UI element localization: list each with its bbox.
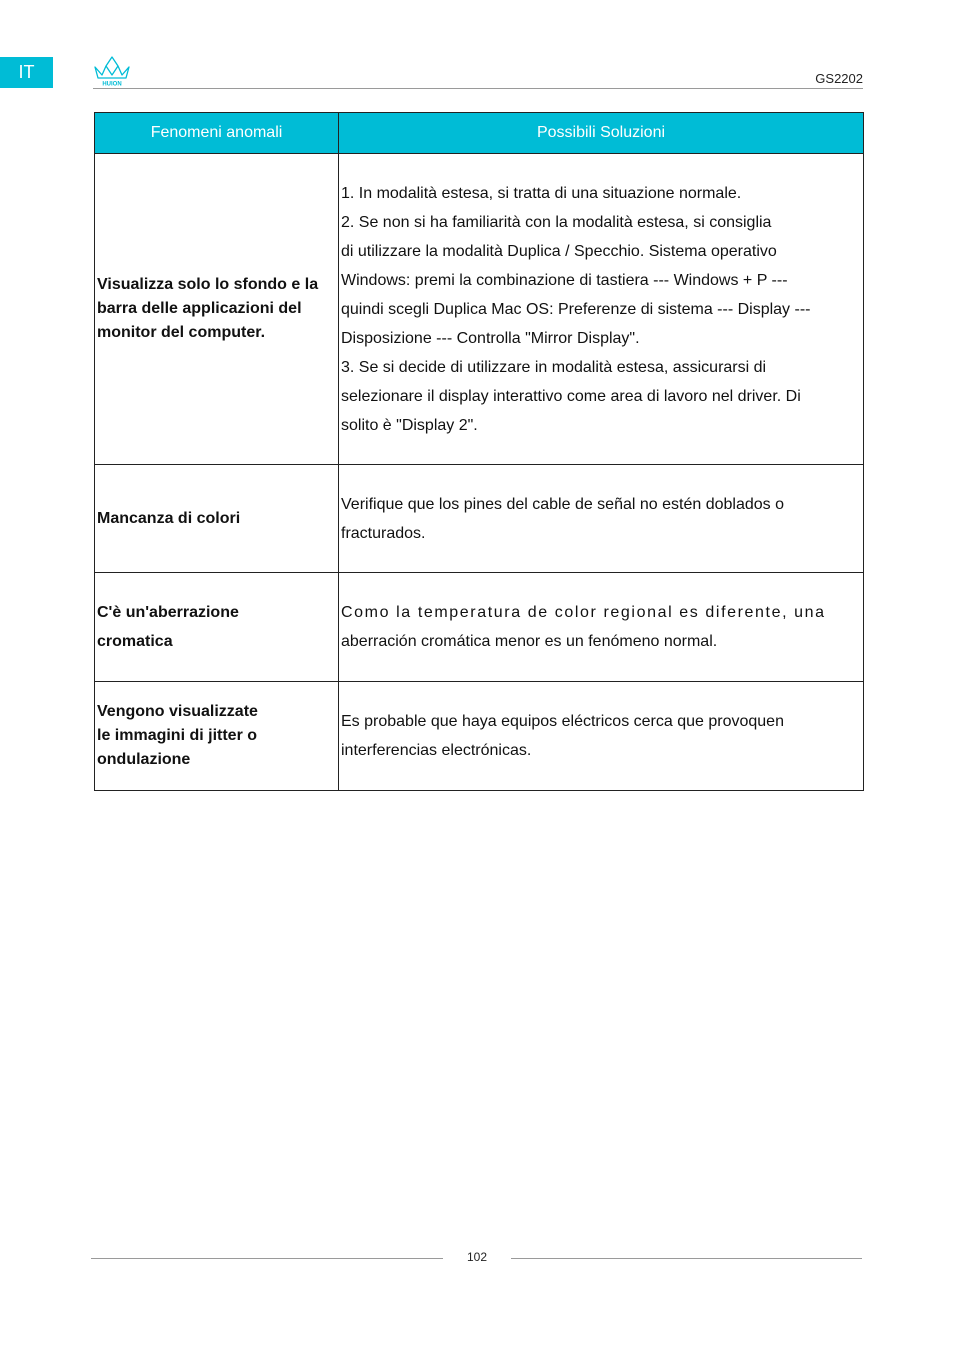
solution-line: selezionare il display interattivo come area di lavoro nel driver. Di — [341, 387, 801, 405]
problem-line: Visualizza solo lo sfondo e la — [97, 276, 319, 293]
solution-line: Windows: premi la combinazione di tastiera --- Windows + P --- — [341, 271, 788, 289]
model-number: GS2202 — [815, 71, 863, 86]
solution-line: Es probable que haya equipos eléctricos cerca que provoquen — [341, 713, 784, 730]
solution-line: quindi scegli Duplica Mac OS: Preferenze di sistema --- Display --- — [341, 300, 811, 318]
table-row — [95, 465, 864, 573]
solution-line: fracturados. — [341, 524, 426, 542]
footer-divider-left — [91, 1258, 443, 1259]
footer-divider-right — [511, 1258, 862, 1259]
header-divider — [93, 88, 863, 89]
solution-cell — [339, 573, 864, 682]
solution-line: 1. In modalità estesa, si tratta di una situazione normale. — [341, 184, 742, 202]
column-header-problem: Fenomeni anomali — [95, 113, 339, 154]
solution-line: interferencias electrónicas. — [341, 742, 532, 759]
solution-cell — [339, 682, 864, 791]
solution-line: Como la temperatura de color regional es diferente, una — [341, 604, 826, 621]
solution-line: 3. Se si decide di utilizzare in modalità estesa, assicurarsi di — [341, 358, 767, 376]
solution-cell — [339, 465, 864, 573]
table-row — [95, 154, 864, 465]
solution-line: solito è "Display 2". — [341, 416, 478, 434]
problem-cell — [95, 154, 339, 465]
problem-line: Mancanza di colori — [97, 509, 241, 527]
problem-cell — [95, 465, 339, 573]
table-header-row — [95, 113, 864, 154]
table-row — [95, 573, 864, 682]
table-row — [95, 682, 864, 791]
solution-line: di utilizzare la modalità Duplica / Specchio. Sistema operativo — [341, 242, 777, 260]
solution-line: 2. Se non si ha familiarità con la modalità estesa, si consiglia — [341, 213, 772, 231]
solution-cell — [339, 154, 864, 465]
language-tab: IT — [0, 57, 53, 88]
problem-line: C'è un'aberrazione — [97, 604, 239, 621]
problem-line: ondulazione — [97, 751, 191, 768]
problem-line: Vengono visualizzate — [97, 703, 258, 720]
troubleshooting-table — [94, 112, 864, 791]
page-number: 102 — [466, 1250, 488, 1264]
solution-line: Disposizione --- Controlla "Mirror Display". — [341, 329, 640, 347]
problem-line: barra delle applicazioni del — [97, 300, 302, 317]
solution-line: aberración cromática menor es un fenómeno normal. — [341, 633, 718, 650]
problem-line: monitor del computer. — [97, 324, 266, 341]
solution-line: Verifique que los pines del cable de señal no estén doblados o — [341, 495, 784, 513]
huion-logo — [93, 55, 131, 87]
problem-line: le immagini di jitter o — [97, 727, 258, 744]
column-header-solution: Possibili Soluzioni — [339, 113, 864, 154]
problem-cell — [95, 682, 339, 791]
svg-text:HUION: HUION — [102, 81, 122, 87]
problem-cell — [95, 573, 339, 682]
problem-line: cromatica — [97, 633, 173, 650]
